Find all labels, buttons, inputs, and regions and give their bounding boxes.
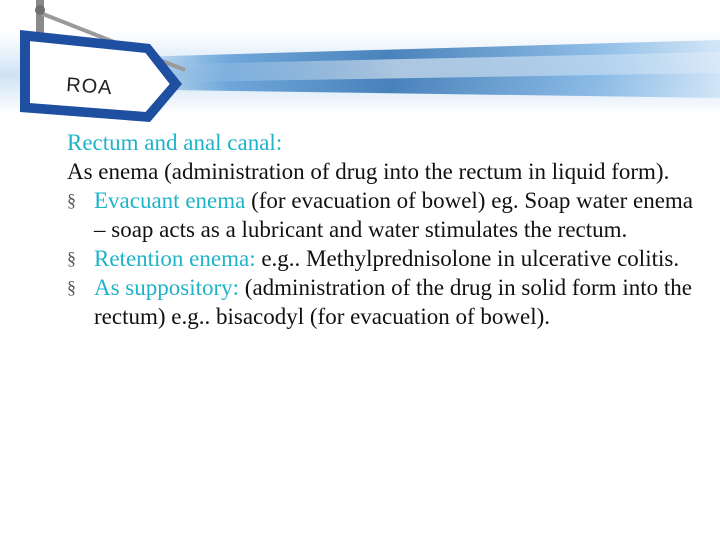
intro-paragraph: As enema (administration of drug into the rectum in liquid form). xyxy=(67,159,670,184)
bullet-marker: § xyxy=(67,190,76,210)
slide-content xyxy=(67,128,697,331)
bullet-item xyxy=(67,244,697,273)
section-heading: Rectum and anal canal: xyxy=(67,130,283,155)
sign-bolt xyxy=(35,5,45,15)
bullet-marker: § xyxy=(67,277,76,297)
bullet-text: e.g.. Methylprednisolone in ulcerative colitis. xyxy=(255,246,680,271)
bullet-highlight: Retention enema: xyxy=(94,246,256,271)
bullet-item xyxy=(67,273,697,331)
bullet-text: (for evacuation of bowel) eg. Soap water enema – soap acts as a lubricant and water stimulates the rectum. xyxy=(94,188,694,242)
sign-label: ROA xyxy=(65,74,114,100)
bullet-highlight: Evacuant enema xyxy=(94,188,246,213)
road-sign-graphic xyxy=(0,0,720,130)
bullet-text: (administration of the drug in solid form into the rectum) e.g.. bisacodyl (for evacuation of bowel). xyxy=(94,275,692,329)
bullet-item xyxy=(67,186,697,244)
bullet-marker: § xyxy=(67,248,76,268)
bullet-highlight: As suppository: xyxy=(94,275,240,300)
